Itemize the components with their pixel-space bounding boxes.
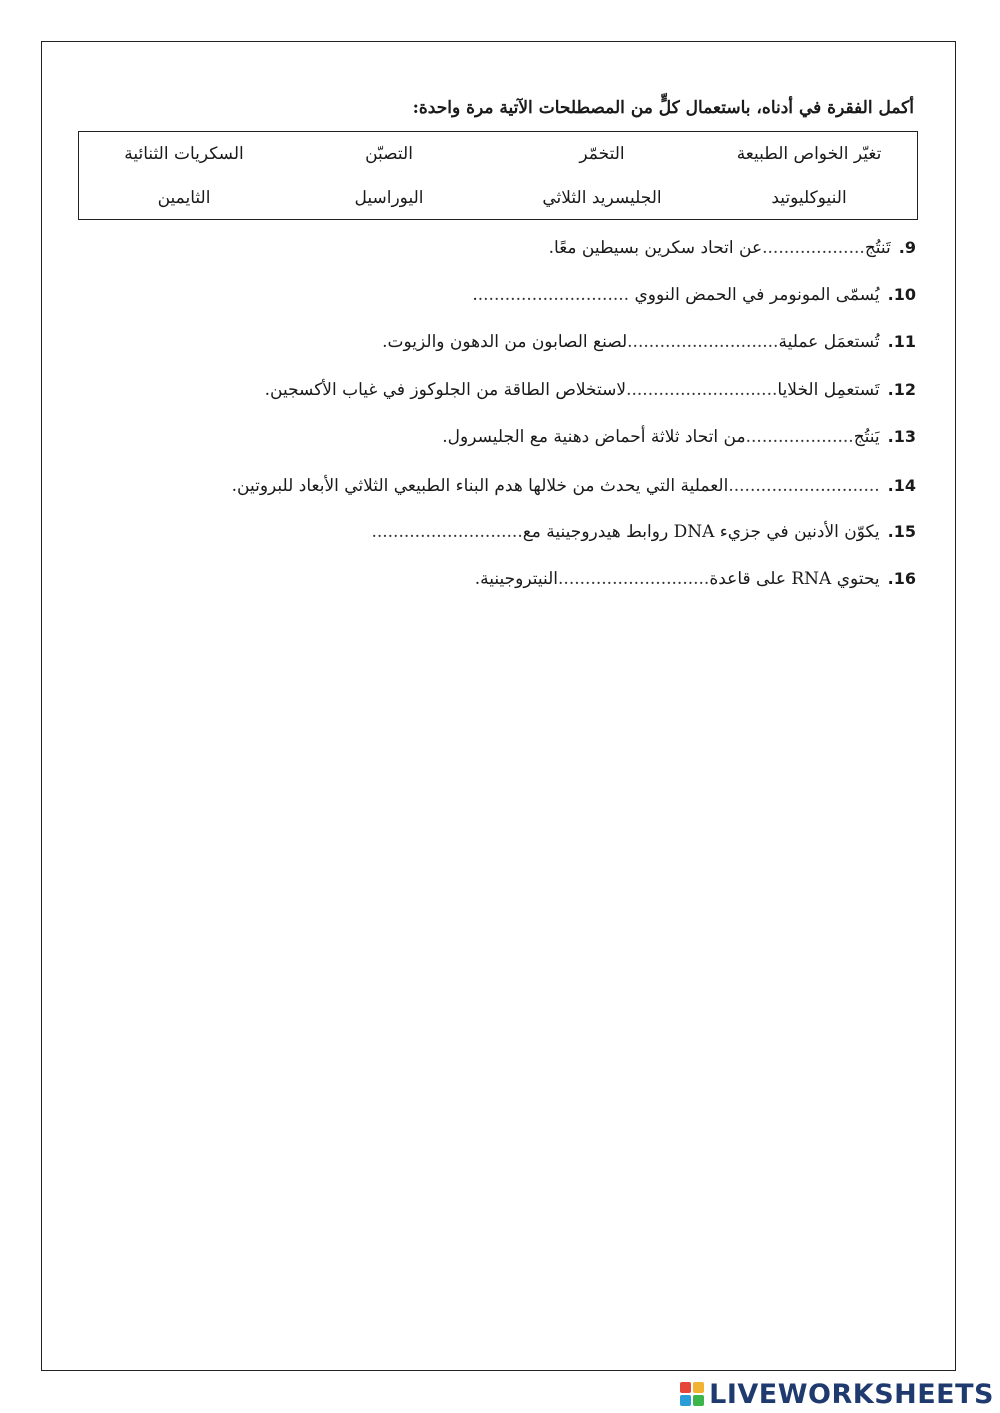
- answer-blank[interactable]: ...................: [762, 238, 865, 258]
- word-bank-term: التخمّر: [579, 144, 625, 164]
- question-14: 14.............................العملية التي يحدث من خلالها هدم البناء الطبيعي الثلاثي الأبعاد للبروتين.: [231, 476, 916, 496]
- question-10: 10.يُسمّى المونومر في الحمض النووي .............................: [472, 285, 916, 305]
- question-11: 11.تُستعمَل عملية............................لصنع الصابون من الدهون والزيوت.: [382, 332, 916, 352]
- logo-grid-icon: [680, 1382, 704, 1406]
- question-12: 12.تَستعمِل الخلايا............................لاستخلاص الطاقة من الجلوكوز في غياب الأكسجين.: [264, 380, 916, 400]
- logo-text: LIVEWORKSHEETS: [709, 1378, 994, 1410]
- word-bank-term: التصبّن: [365, 144, 413, 164]
- answer-blank[interactable]: ....................: [745, 427, 854, 447]
- logo-square: [693, 1382, 704, 1393]
- question-15: 15.يكوّن الأدنين في جزيء DNA روابط هيدروجينية مع............................: [371, 522, 916, 542]
- question-9: 9.تَنتُج...................عن اتحاد سكرين بسيطين معًا.: [548, 238, 916, 258]
- instructions-heading: أكمل الفقرة في أدناه، باستعمال كلٍّ من المصطلحات الآتية مرة واحدة:: [412, 98, 914, 118]
- word-bank-term: الثايمين: [157, 188, 211, 208]
- question-16: 16.يحتوي RNA على قاعدة............................النيتروجينية.: [474, 569, 916, 589]
- word-bank-box: [78, 131, 918, 220]
- word-bank-term: الجليسريد الثلاثي: [542, 188, 662, 208]
- answer-blank[interactable]: ............................: [728, 476, 880, 496]
- word-bank-term: النيوكليوتيد: [771, 188, 847, 208]
- logo-square: [680, 1395, 691, 1406]
- logo-square: [680, 1382, 691, 1393]
- answer-blank[interactable]: ............................: [477, 285, 630, 305]
- logo-square: [693, 1395, 704, 1406]
- answer-blank[interactable]: ............................: [626, 380, 778, 400]
- word-bank-term: السكريات الثنائية: [124, 144, 244, 164]
- answer-blank[interactable]: ............................: [627, 332, 779, 352]
- word-bank-term: اليوراسيل: [354, 188, 424, 208]
- answer-blank[interactable]: ............................: [371, 522, 523, 542]
- answer-blank[interactable]: ............................: [558, 569, 710, 589]
- liveworksheets-logo[interactable]: [680, 1377, 994, 1411]
- question-13: 13.يَنتُج....................من اتحاد ثلاثة أحماض دهنية مع الجليسرول.: [442, 427, 916, 447]
- word-bank-term: تغيّر الخواص الطبيعة: [736, 144, 882, 164]
